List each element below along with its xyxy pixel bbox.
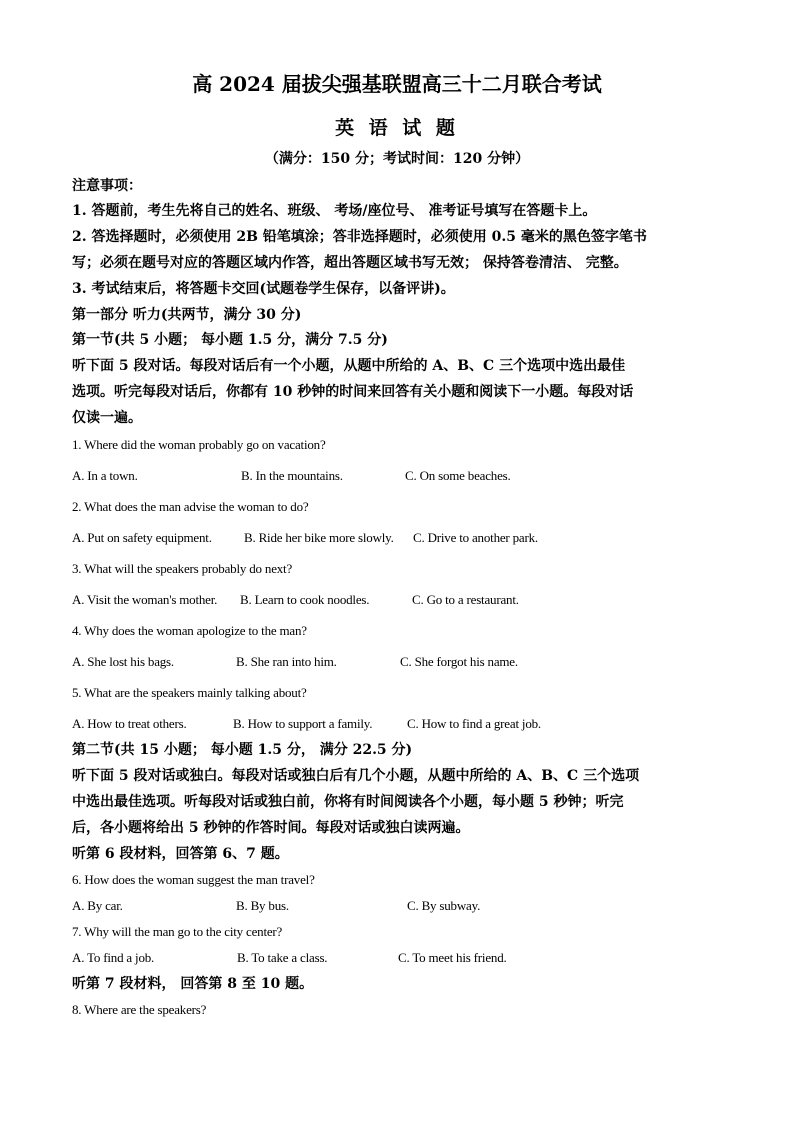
question-6-option-b: B. By bus. xyxy=(236,898,289,913)
material-7-heading: 听第 7 段材料， 回答第 8 至 10 题。 xyxy=(72,976,314,992)
section1-heading: 第一节(共 5 小题； 每小题 1.5 分，满分 7.5 分) xyxy=(72,332,388,348)
question-5-option-c: C. How to find a great job. xyxy=(407,716,541,731)
notes-line-4: 3. 考试结束后，将答题卡交回(试题卷学生保存，以备评讲)。 xyxy=(72,281,455,297)
question-4-option-a: A. She lost his bags. xyxy=(72,654,174,669)
question-7-option-a: A. To find a job. xyxy=(72,950,155,965)
question-6-option-c: C. By subway. xyxy=(407,898,481,913)
question-5-stem: 5. What are the speakers mainly talking about? xyxy=(72,685,307,700)
question-2-option-c: C. Drive to another park. xyxy=(413,530,538,545)
question-1-stem: 1. Where did the woman probably go on vacation? xyxy=(72,437,326,452)
question-3-option-c: C. Go to a restaurant. xyxy=(412,592,519,607)
question-7-option-c: C. To meet his friend. xyxy=(398,950,507,965)
subject-title: 英 语 试 题 xyxy=(335,117,459,139)
question-3-option-b: B. Learn to cook noodles. xyxy=(240,592,370,607)
question-3-stem: 3. What will the speakers probably do next? xyxy=(72,561,293,576)
question-5-option-b: B. How to support a family. xyxy=(233,716,373,731)
question-2-stem: 2. What does the man advise the woman to do? xyxy=(72,499,309,514)
section1-instruction-1: 听下面 5 段对话。每段对话后有一个小题，从题中所给的 A、B、C 三个选项中选出最佳 xyxy=(72,358,626,374)
question-8-stem: 8. Where are the speakers? xyxy=(72,1002,207,1017)
question-4-stem: 4. Why does the woman apologize to the man? xyxy=(72,623,307,638)
question-1-option-b: B. In the mountains. xyxy=(241,468,343,483)
exam-title: 高 2024 届拔尖强基联盟高三十二月联合考试 xyxy=(192,72,602,96)
section1-instruction-2: 选项。听完每段对话后，你都有 10 秒钟的时间来回答有关小题和阅读下一小题。每段对话 xyxy=(72,384,634,400)
notes-line-2: 2. 答选择题时，必须使用 2B 铅笔填涂；答非选择题时，必须使用 0.5 毫米的黑色签字笔书 xyxy=(72,229,647,245)
part1-heading: 第一部分 听力(共两节，满分 30 分) xyxy=(72,307,302,323)
question-7-option-b: B. To take a class. xyxy=(237,950,328,965)
question-1-option-a: A. In a town. xyxy=(72,468,138,483)
notes-line-1: 1. 答题前，考生先将自己的姓名、班级、 考场/座位号、 准考证号填写在答题卡上。 xyxy=(72,203,597,219)
notes-line-3: 写；必须在题号对应的答题区域内作答，超出答题区域书写无效； 保持答卷清洁、 完整。 xyxy=(72,255,628,271)
notes-heading: 注意事项： xyxy=(72,178,142,194)
question-3-option-a: A. Visit the woman's mother. xyxy=(72,592,218,607)
question-7-stem: 7. Why will the man go to the city center? xyxy=(72,924,283,939)
section2-instruction-1: 听下面 5 段对话或独白。每段对话或独白后有几个小题，从题中所给的 A、B、C 三个选项 xyxy=(72,768,640,784)
question-4-option-b: B. She ran into him. xyxy=(236,654,337,669)
question-1-option-c: C. On some beaches. xyxy=(405,468,511,483)
section2-instruction-3: 后，各小题将给出 5 秒钟的作答时间。每段对话或独白读两遍。 xyxy=(72,820,470,836)
question-6-option-a: A. By car. xyxy=(72,898,123,913)
question-5-option-a: A. How to treat others. xyxy=(72,716,187,731)
question-4-option-c: C. She forgot his name. xyxy=(400,654,518,669)
question-2-option-a: A. Put on safety equipment. xyxy=(72,530,212,545)
question-6-stem: 6. How does the woman suggest the man travel? xyxy=(72,872,315,887)
section2-instruction-2: 中选出最佳选项。听每段对话或独白前，你将有时间阅读各个小题，每小题 5 秒钟；听完 xyxy=(72,794,624,810)
section2-heading: 第二节(共 15 小题； 每小题 1.5 分， 满分 22.5 分) xyxy=(72,742,413,758)
exam-info: （满分：150 分；考试时间：120 分钟） xyxy=(264,151,530,167)
material-6-heading: 听第 6 段材料，回答第 6、7 题。 xyxy=(72,846,289,862)
question-2-option-b: B. Ride her bike more slowly. xyxy=(244,530,394,545)
section1-instruction-3: 仅读一遍。 xyxy=(72,410,142,426)
